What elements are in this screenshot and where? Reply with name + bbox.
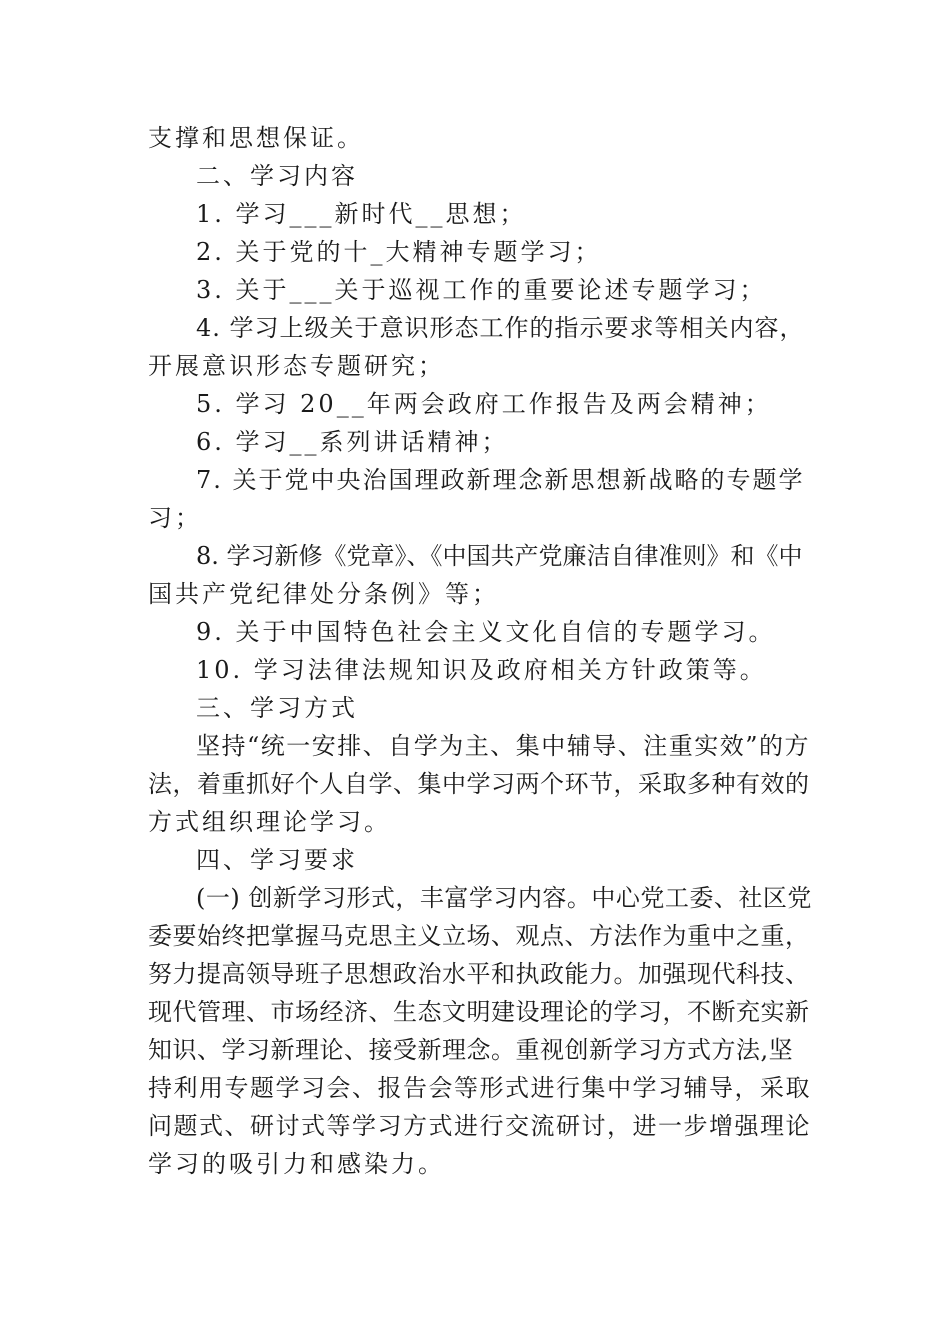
list-item: 4. 学习上级关于意识形态工作的指示要求等相关内容， bbox=[196, 314, 805, 342]
text-line: 开展意识形态专题研究； bbox=[148, 352, 445, 380]
paragraph-line: 委要始终把掌握马克思主义立场、观点、方法作为重中之重， bbox=[148, 922, 810, 950]
list-item: 9. 关于中国特色社会主义文化自信的专题学习。 bbox=[196, 618, 776, 646]
paragraph-line: 学习的吸引力和感染力。 bbox=[148, 1150, 445, 1178]
list-item: 1. 学习___新时代__思想； bbox=[196, 200, 527, 228]
text-line: 国共产党纪律处分条例》等； bbox=[148, 580, 499, 608]
paragraph-line: 法，着重抓好个人自学、集中学习两个环节，采取多种有效的 bbox=[148, 770, 810, 798]
section-heading: 三、学习方式 bbox=[196, 694, 358, 722]
list-item: 5. 学习 20__年两会政府工作报告及两会精神； bbox=[196, 390, 772, 418]
paragraph-line: 问题式、研讨式等学习方式进行交流研讨，进一步增强理论 bbox=[148, 1112, 811, 1140]
list-item: 10. 学习法律法规知识及政府相关方针政策等。 bbox=[196, 656, 767, 684]
paragraph-line: 现代管理、市场经济、生态文明建设理论的学习，不断充实新 bbox=[148, 998, 810, 1026]
text-line: 支撑和思想保证。 bbox=[148, 124, 364, 152]
paragraph-line: (一) 创新学习形式，丰富学习内容。中心党工委、社区党 bbox=[196, 884, 812, 912]
paragraph-line: 坚持“统一安排、自学为主、集中辅导、注重实效”的方 bbox=[196, 732, 811, 760]
paragraph-line: 持利用专题学习会、报告会等形式进行集中学习辅导，采取 bbox=[148, 1074, 811, 1102]
list-item: 7. 关于党中央治国理政新理念新思想新战略的专题学 bbox=[196, 466, 805, 494]
paragraph-line: 方式组织理论学习。 bbox=[148, 808, 391, 836]
section-heading: 二、学习内容 bbox=[196, 162, 358, 190]
list-item: 8. 学习新修《党章》、《中国共产党廉洁自律准则》和《中 bbox=[196, 542, 803, 570]
list-item: 6. 学习__系列讲话精神； bbox=[196, 428, 509, 456]
section-heading: 四、学习要求 bbox=[196, 846, 358, 874]
paragraph-line: 知识、学习新理论、接受新理念。重视创新学习方式方法,坚 bbox=[148, 1036, 794, 1064]
list-item: 3. 关于___关于巡视工作的重要论述专题学习； bbox=[196, 276, 767, 304]
list-item: 2. 关于党的十_大精神专题学习； bbox=[196, 238, 602, 266]
text-line: 习； bbox=[148, 504, 202, 532]
paragraph-line: 努力提高领导班子思想政治水平和执政能力。加强现代科技、 bbox=[148, 960, 810, 988]
